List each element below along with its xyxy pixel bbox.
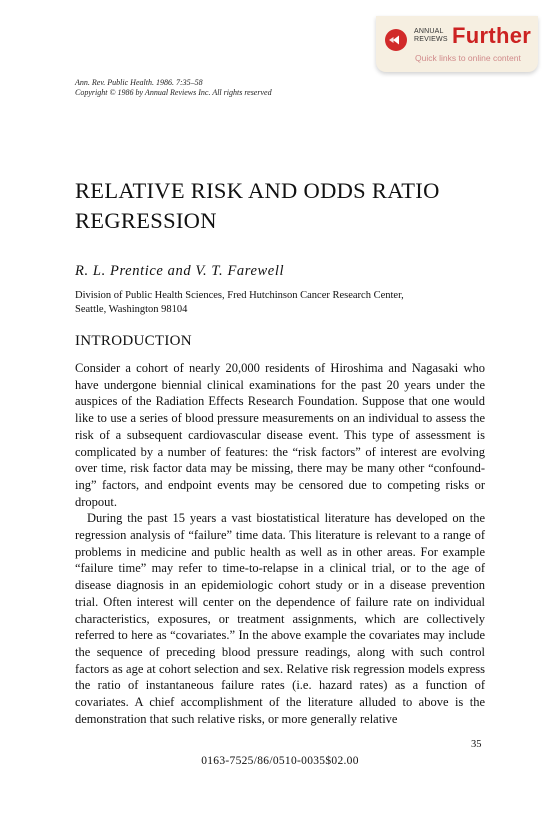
annual-reviews-logo-icon [384,28,408,52]
paragraph: Consider a cohort of nearly 20,000 residents of Hiroshima and Nagasaki who have undergone biennial clinical examinations for the past 20 years under the auspices of the Radiation Effects Research Foundation. Suppose that one would like to use a series of blood pressure measurements on an individual to assess the risk of a subsequent cardiovascular disease event. This type of assessment is complicated by a number of features: the “risk factors” of interest are evolving over time, risk factor data may be missing, there may be many other “confound-ing” factors, and endpoint events may be censored due to competing risks or dropout. [75,361,485,509]
article-title: RELATIVE RISK AND ODDS RATIO REGRESSION [75,178,440,233]
annual-reviews-wordmark: ANNUAL REVIEWS [414,28,448,43]
citation [75,78,272,98]
page-number: 35 [471,739,482,750]
paragraph: During the past 15 years a vast biostatistical literature has developed on the regression analysis of “failure” time data. This literature is relevant to a range of problems in medicine and public health as well as in other areas. For example “failure time” may refer to time-to-relapse in a clinical trial, or to the age of disease diagnosis in an epidemiologic cohort study or in a disease prevention trial. Often interest will center on the dependence of failure rate on individual characteristics, exposures, or treatment assignments, which are collectively referred to here as “covariates.” In the above example the covariates may include the sequence of preceding blood pressure readings, along with such control factors as age at cohort selection and sex. Relative risk regression models express the ratio of instantaneous failure rates (i.e. hazard rates) as a function of covariates. A chief accomplishment of the literature alluded to above is the demonstration that such relative risks, or more generally relative [75,511,485,726]
body-text [75,360,485,727]
further-wordmark: Further [452,23,532,48]
further-banner[interactable] [376,16,538,72]
section-heading: INTRODUCTION [75,333,192,349]
footer-code: 0163-7525/86/0510-0035$02.00 [201,755,359,767]
affiliation: Division of Public Health Sciences, Fred Hutchinson Cancer Research Center, Seattle, Washington 98104 [75,290,404,315]
journal-citation: Ann. Rev. Public Health. 1986. 7:35–58 [75,78,203,87]
authors: R. L. Prentice and V. T. Farewell [75,263,285,279]
quick-links-text[interactable]: Quick links to online content [415,53,521,63]
copyright-line: Copyright © 1986 by Annual Reviews Inc. All rights reserved [75,88,272,97]
